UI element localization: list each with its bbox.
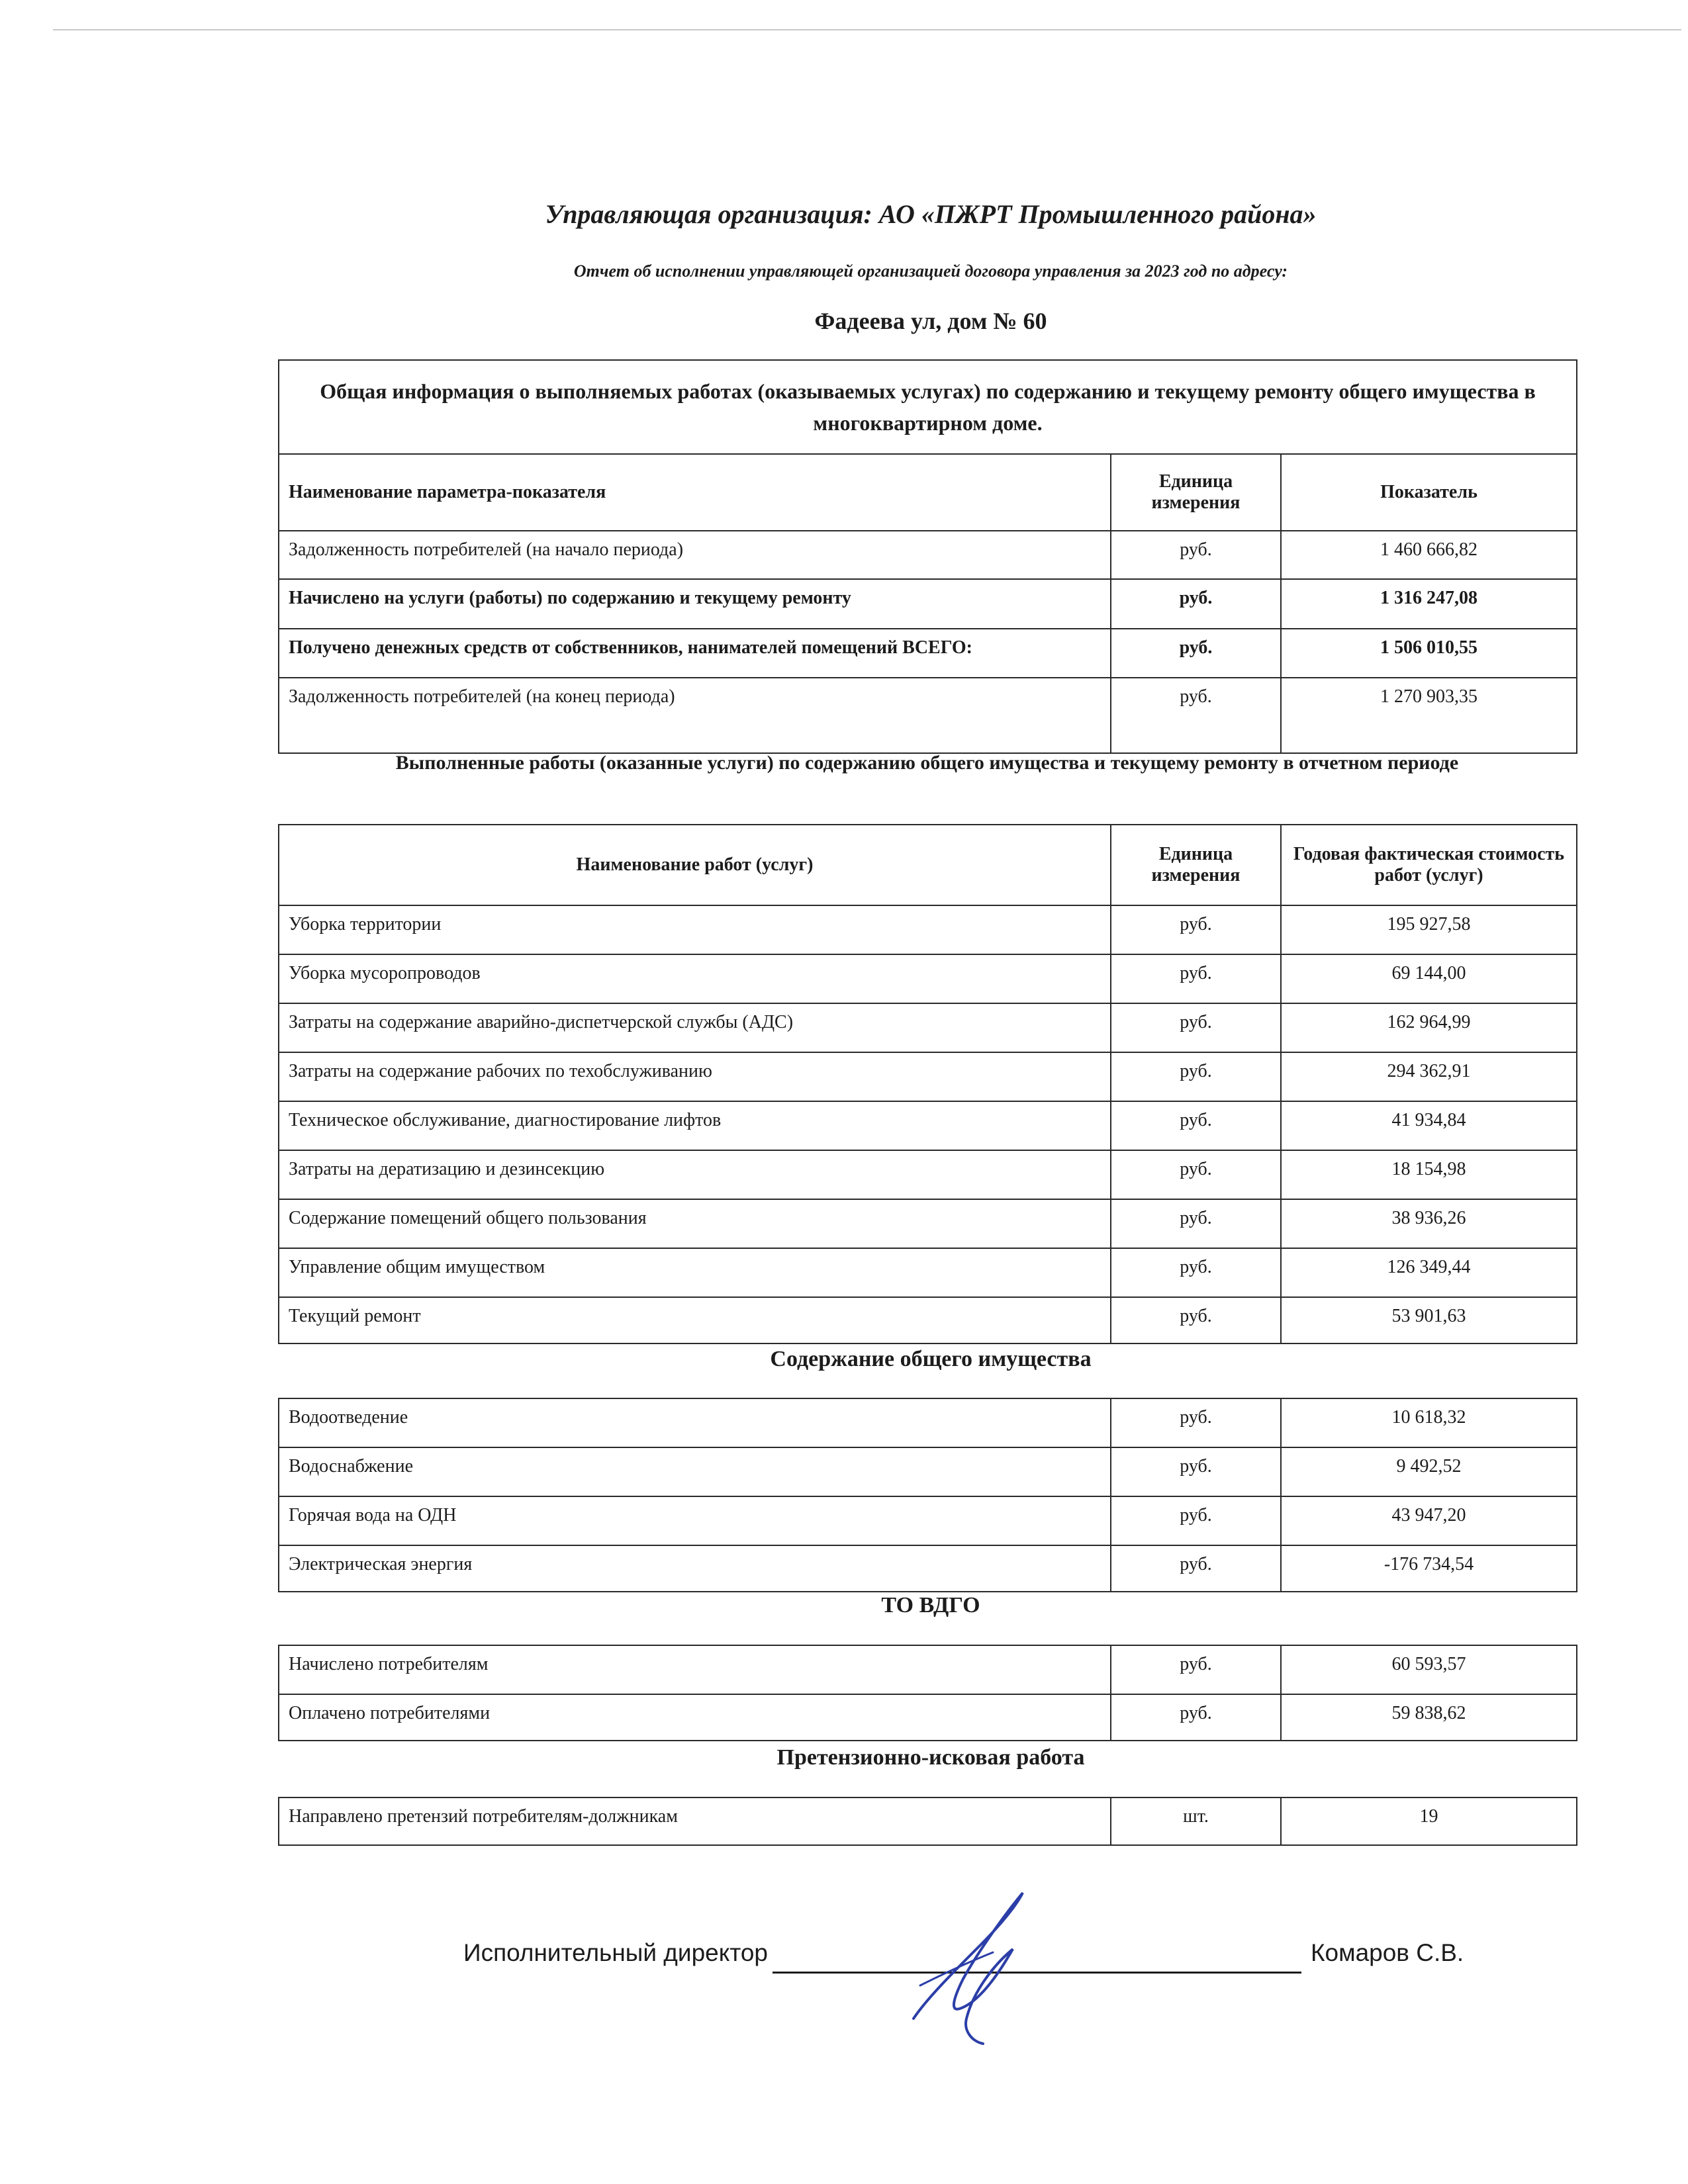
table-row: [279, 1150, 1577, 1199]
row-unit: руб.: [1111, 531, 1281, 579]
table-row: [279, 1645, 1577, 1694]
row-value: 162 964,99: [1281, 1003, 1577, 1052]
row-unit: руб.: [1111, 579, 1281, 629]
row-unit: руб.: [1111, 1545, 1281, 1592]
row-value: 1 270 903,35: [1281, 678, 1577, 753]
row-name: Управление общим имуществом: [279, 1248, 1111, 1297]
row-name: Содержание помещений общего пользования: [279, 1199, 1111, 1248]
row-value: 38 936,26: [1281, 1199, 1577, 1248]
header-indicator: Показатель: [1281, 454, 1577, 531]
header-unit: Единица измерения: [1111, 825, 1281, 905]
row-unit: руб.: [1111, 1199, 1281, 1248]
row-value: 18 154,98: [1281, 1150, 1577, 1199]
row-name: Затраты на содержание аварийно-диспетчерской службы (АДС): [279, 1003, 1111, 1052]
row-name: Задолженность потребителей (на начало периода): [279, 531, 1111, 579]
row-unit: шт.: [1111, 1797, 1281, 1845]
row-value: 69 144,00: [1281, 954, 1577, 1003]
row-unit: руб.: [1111, 905, 1281, 954]
row-name: Водоснабжение: [279, 1447, 1111, 1496]
row-unit: руб.: [1111, 1150, 1281, 1199]
row-value: -176 734,54: [1281, 1545, 1577, 1592]
row-name: Водоотведение: [279, 1398, 1111, 1447]
table-row: [279, 1297, 1577, 1343]
row-name: Начислено потребителям: [279, 1645, 1111, 1694]
general-info-table: [278, 359, 1577, 754]
row-name: Начислено на услуги (работы) по содержанию и текущему ремонту: [279, 579, 1111, 629]
row-value: 59 838,62: [1281, 1694, 1577, 1741]
row-value: 9 492,52: [1281, 1447, 1577, 1496]
table-row: [279, 1496, 1577, 1545]
handwritten-signature: [900, 1886, 1053, 2045]
organization-title: Управляющая организация: АО «ПЖРТ Промышленного района»: [545, 199, 1317, 229]
row-unit: руб.: [1111, 1645, 1281, 1694]
table-row: [279, 1101, 1577, 1150]
row-value: 294 362,91: [1281, 1052, 1577, 1101]
row-unit: руб.: [1111, 1447, 1281, 1496]
works-caption: Выполненные работы (оказанные услуги) по содержанию общего имущества и текущему ремонту в отчетном периоде: [395, 752, 1459, 774]
report-title: Отчет об исполнении управляющей организацией договора управления за 2023 год по адресу:: [573, 261, 1288, 281]
signatory-name: Комаров С.В.: [1311, 1939, 1464, 1966]
signature-stroke: [914, 1893, 1023, 2044]
row-name: Электрическая энергия: [279, 1545, 1111, 1592]
row-name: Уборка мусоропроводов: [279, 954, 1111, 1003]
row-unit: руб.: [1111, 629, 1281, 678]
building-address: Фадеева ул, дом № 60: [814, 308, 1047, 334]
row-name: Получено денежных средств от собственников, нанимателей помещений ВСЕГО:: [279, 629, 1111, 678]
row-unit: руб.: [1111, 1248, 1281, 1297]
row-value: 19: [1281, 1797, 1577, 1845]
table-row: [279, 1545, 1577, 1592]
table-row: [279, 1398, 1577, 1447]
row-name: Затраты на содержание рабочих по техобслуживанию: [279, 1052, 1111, 1101]
row-name: Техническое обслуживание, диагностирование лифтов: [279, 1101, 1111, 1150]
table-row: [279, 579, 1577, 629]
row-name: Затраты на дератизацию и дезинсекцию: [279, 1150, 1111, 1199]
table-row: [279, 954, 1577, 1003]
row-unit: руб.: [1111, 1003, 1281, 1052]
header-work-name: Наименование работ (услуг): [279, 825, 1111, 905]
table-row: [279, 1797, 1577, 1845]
signatory-position: Исполнительный директор: [463, 1939, 769, 1966]
row-value: 126 349,44: [1281, 1248, 1577, 1297]
row-name: Направлено претензий потребителям-должникам: [279, 1797, 1111, 1845]
row-value: 53 901,63: [1281, 1297, 1577, 1343]
row-unit: руб.: [1111, 1496, 1281, 1545]
row-value: 1 506 010,55: [1281, 629, 1577, 678]
row-unit: руб.: [1111, 1052, 1281, 1101]
common-property-table: [278, 1398, 1577, 1592]
table-row: [279, 1694, 1577, 1741]
row-name: Оплачено потребителями: [279, 1694, 1111, 1741]
table-row: [279, 1052, 1577, 1101]
table-row: [279, 1447, 1577, 1496]
table-row: [279, 629, 1577, 678]
header-parameter-name: Наименование параметра-показателя: [279, 454, 1111, 531]
row-unit: руб.: [1111, 678, 1281, 753]
signature-stroke: [920, 1952, 993, 1985]
row-value: 43 947,20: [1281, 1496, 1577, 1545]
row-unit: руб.: [1111, 1297, 1281, 1343]
claims-heading: Претензионно-исковая работа: [776, 1745, 1085, 1770]
table-row: [279, 905, 1577, 954]
row-name: Текущий ремонт: [279, 1297, 1111, 1343]
row-value: 1 460 666,82: [1281, 531, 1577, 579]
row-unit: руб.: [1111, 1694, 1281, 1741]
table-row: [279, 1248, 1577, 1297]
row-name: Задолженность потребителей (на конец периода): [279, 678, 1111, 753]
row-value: 41 934,84: [1281, 1101, 1577, 1150]
claims-table: [278, 1797, 1577, 1846]
vdgo-table: [278, 1645, 1577, 1741]
row-unit: руб.: [1111, 1101, 1281, 1150]
table-row: [279, 531, 1577, 579]
row-unit: руб.: [1111, 1398, 1281, 1447]
row-unit: руб.: [1111, 954, 1281, 1003]
row-value: 1 316 247,08: [1281, 579, 1577, 629]
table-row: [279, 678, 1577, 753]
works-table: [278, 824, 1577, 1344]
table-row: [279, 1003, 1577, 1052]
header-annual-cost: Годовая фактическая стоимость работ (услуг): [1281, 825, 1577, 905]
row-name: Уборка территории: [279, 905, 1111, 954]
row-value: 60 593,57: [1281, 1645, 1577, 1694]
vdgo-heading: ТО ВДГО: [881, 1593, 980, 1617]
row-value: 10 618,32: [1281, 1398, 1577, 1447]
general-info-caption: Общая информация о выполняемых работах (оказываемых услугах) по содержанию и текущему ремонту общего имущества в многоквартирном доме.: [279, 360, 1577, 454]
row-name: Горячая вода на ОДН: [279, 1496, 1111, 1545]
row-value: 195 927,58: [1281, 905, 1577, 954]
header-unit: Единица измерения: [1111, 454, 1281, 531]
page-top-rule: [53, 29, 1681, 30]
table-row: [279, 1199, 1577, 1248]
common-property-heading: Содержание общего имущества: [770, 1347, 1092, 1371]
